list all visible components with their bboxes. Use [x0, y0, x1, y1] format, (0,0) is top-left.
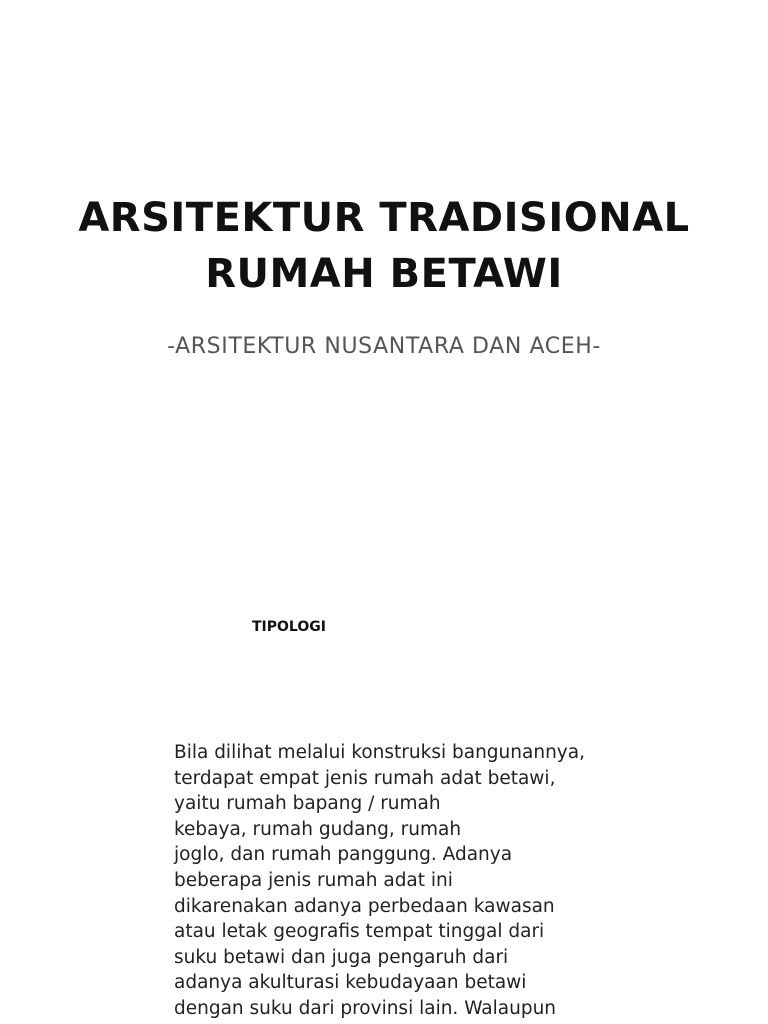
- body-line: atau letak geografis tempat tinggal dari: [174, 921, 545, 943]
- body-line: dengan suku dari provinsi lain. Walaupun: [174, 997, 557, 1019]
- title-line: ARSITEKTUR TRADISIONAL: [78, 195, 690, 241]
- body-line: beberapa jenis rumah adat ini: [174, 869, 453, 891]
- title-line: RUMAH BETAWI: [205, 251, 563, 297]
- document-title: [0, 190, 768, 302]
- body-line: kebaya, rumah gudang, rumah: [174, 818, 462, 840]
- body-line: suku betawi dan juga pengaruh dari: [174, 946, 509, 968]
- body-line: joglo, dan rumah panggung. Adanya: [174, 844, 513, 866]
- body-line: terdapat empat jenis rumah adat betawi,: [174, 767, 556, 789]
- body-line: adanya akulturasi kebudayaan betawi: [174, 972, 527, 994]
- section-heading: TIPOLOGI: [252, 619, 326, 635]
- body-line: Bila dilihat melalui konstruksi bangunannya,: [174, 742, 585, 763]
- body-line: dikarenakan adanya perbedaan kawasan: [174, 895, 555, 917]
- body-paragraph: [174, 740, 734, 1022]
- body-line: yaitu rumah bapang / rumah: [174, 793, 441, 815]
- document-subtitle: -ARSITEKTUR NUSANTARA DAN ACEH-: [167, 334, 601, 359]
